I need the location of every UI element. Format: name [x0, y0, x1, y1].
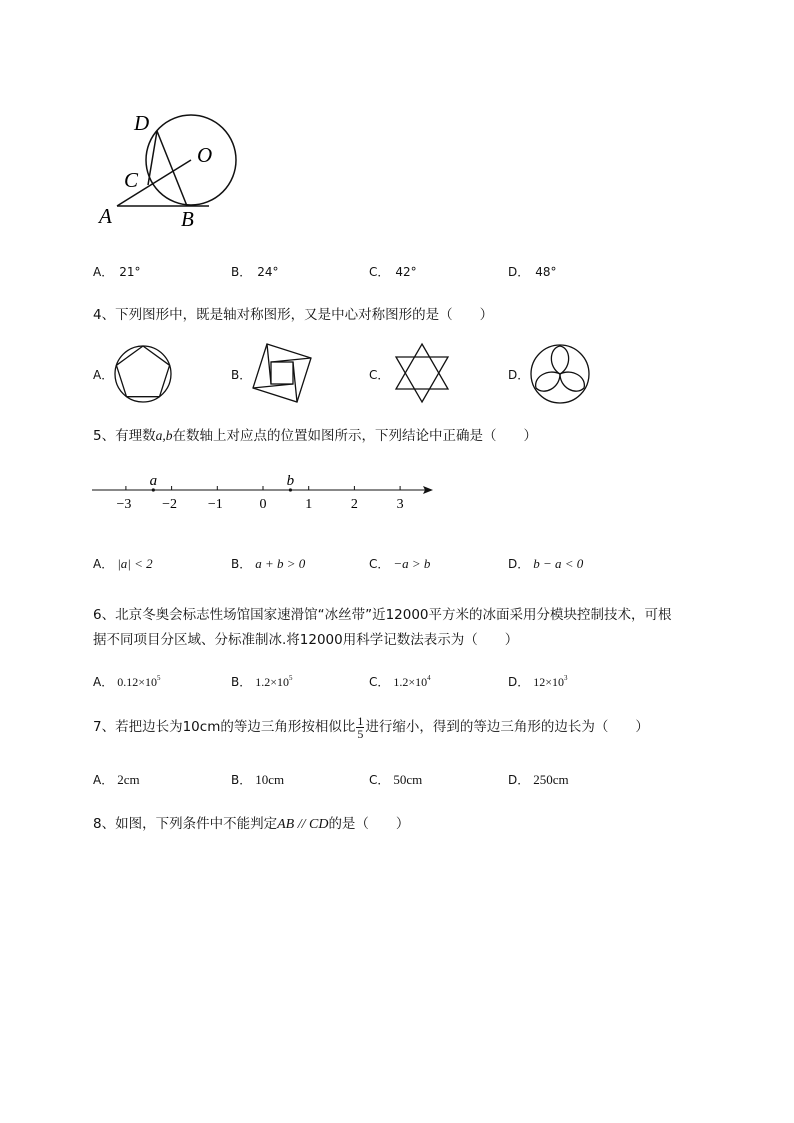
q6-question-line-1: 6、北京冬奥会标志性场馆国家速滑馆“冰丝带”近12000平方米的冰面采用分模块控制技术，可根 — [93, 607, 672, 623]
q6-option-a[interactable]: A． $0.12\times 10^5$ — [93, 674, 161, 689]
q3-option-b[interactable]: B． 24° — [231, 265, 279, 279]
q7-option-b[interactable]: B． 10cm — [231, 772, 285, 787]
q3-option-a[interactable]: A． 21° — [93, 265, 141, 279]
q7-option-a[interactable]: A． 2cm — [93, 772, 140, 787]
q6-option-c[interactable]: C． $1.2\times 10^4$ — [369, 674, 431, 689]
q6-option-d[interactable]: D． $12\times 10^3$ — [508, 674, 568, 689]
label-a: A — [99, 204, 112, 228]
q3-circle-figure — [95, 105, 245, 235]
tick-label: 1 — [305, 497, 313, 512]
q5-number-line — [90, 468, 440, 516]
q3-option-c[interactable]: C． 42° — [369, 265, 417, 279]
q4-option-d-letter[interactable]: D． — [508, 368, 530, 382]
q4-option-b-letter[interactable]: B． — [231, 368, 252, 382]
q5-option-b[interactable]: B． a + b > 0 — [231, 556, 306, 571]
label-o: O — [197, 143, 213, 167]
q7-option-d[interactable]: D． 250cm — [508, 772, 569, 787]
q4-figure-d-trefoil-in-circle[interactable] — [529, 343, 591, 405]
q5-vars-ab: a,b — [155, 428, 173, 443]
q6-question-line-2: 据不同项目分区域、分标准制冰.将12000用科学记数法表示为（ ） — [93, 632, 519, 648]
q3-option-d[interactable]: D． 48° — [508, 265, 557, 279]
q5-option-c[interactable]: C． −a > b — [369, 556, 431, 571]
q4-figure-b-pinwheel-square[interactable] — [251, 342, 313, 404]
label-b: B — [181, 207, 194, 231]
label-c: C — [124, 168, 139, 192]
q4-question-text: 4、下列图形中，既是轴对称图形，又是中心对称图形的是（ ） — [93, 307, 494, 323]
tick-label: −1 — [207, 497, 223, 512]
tick-label: 0 — [259, 497, 267, 512]
tick-label: 3 — [396, 497, 404, 512]
q4-figure-c-hexagram[interactable] — [391, 342, 453, 404]
chord-dc — [148, 131, 157, 185]
tick-label: −3 — [116, 497, 132, 512]
q5-option-a[interactable]: A． |a| < 2 — [93, 556, 153, 571]
q4-option-c-letter[interactable]: C． — [369, 368, 390, 382]
q8-expr-ab-parallel-cd: AB // CD — [277, 817, 329, 832]
q5-option-d[interactable]: D． b − a < 0 — [508, 556, 584, 571]
point-b-label: b — [286, 473, 295, 489]
label-d: D — [134, 111, 150, 135]
tick-label: −2 — [162, 497, 178, 512]
q6-option-b[interactable]: B． $1.2\times 10^5$ — [231, 674, 293, 689]
point-a-label: a — [149, 473, 158, 489]
q7-option-c[interactable]: C． 50cm — [369, 772, 423, 787]
q4-option-a-letter[interactable]: A． — [93, 368, 114, 382]
q4-figure-a-pentagon-in-circle[interactable] — [113, 344, 173, 404]
q8-question-text: 8、如图，下列条件中不能判定AB // CD的是（ ） — [93, 816, 410, 832]
q7-question-text: 7、若把边长为10cm的等边三角形按相似比 $\frac{1}{5}$ 进行缩小，得到的等边三角形的边长为（ ） — [93, 713, 649, 741]
tick-label: 2 — [350, 497, 358, 512]
q5-question-text: 5、有理数a,b在数轴上对应点的位置如图所示，下列结论中正确是（ ） — [93, 428, 537, 444]
q7-fraction-one-fifth: $\frac{1}{5}$ — [357, 713, 364, 741]
